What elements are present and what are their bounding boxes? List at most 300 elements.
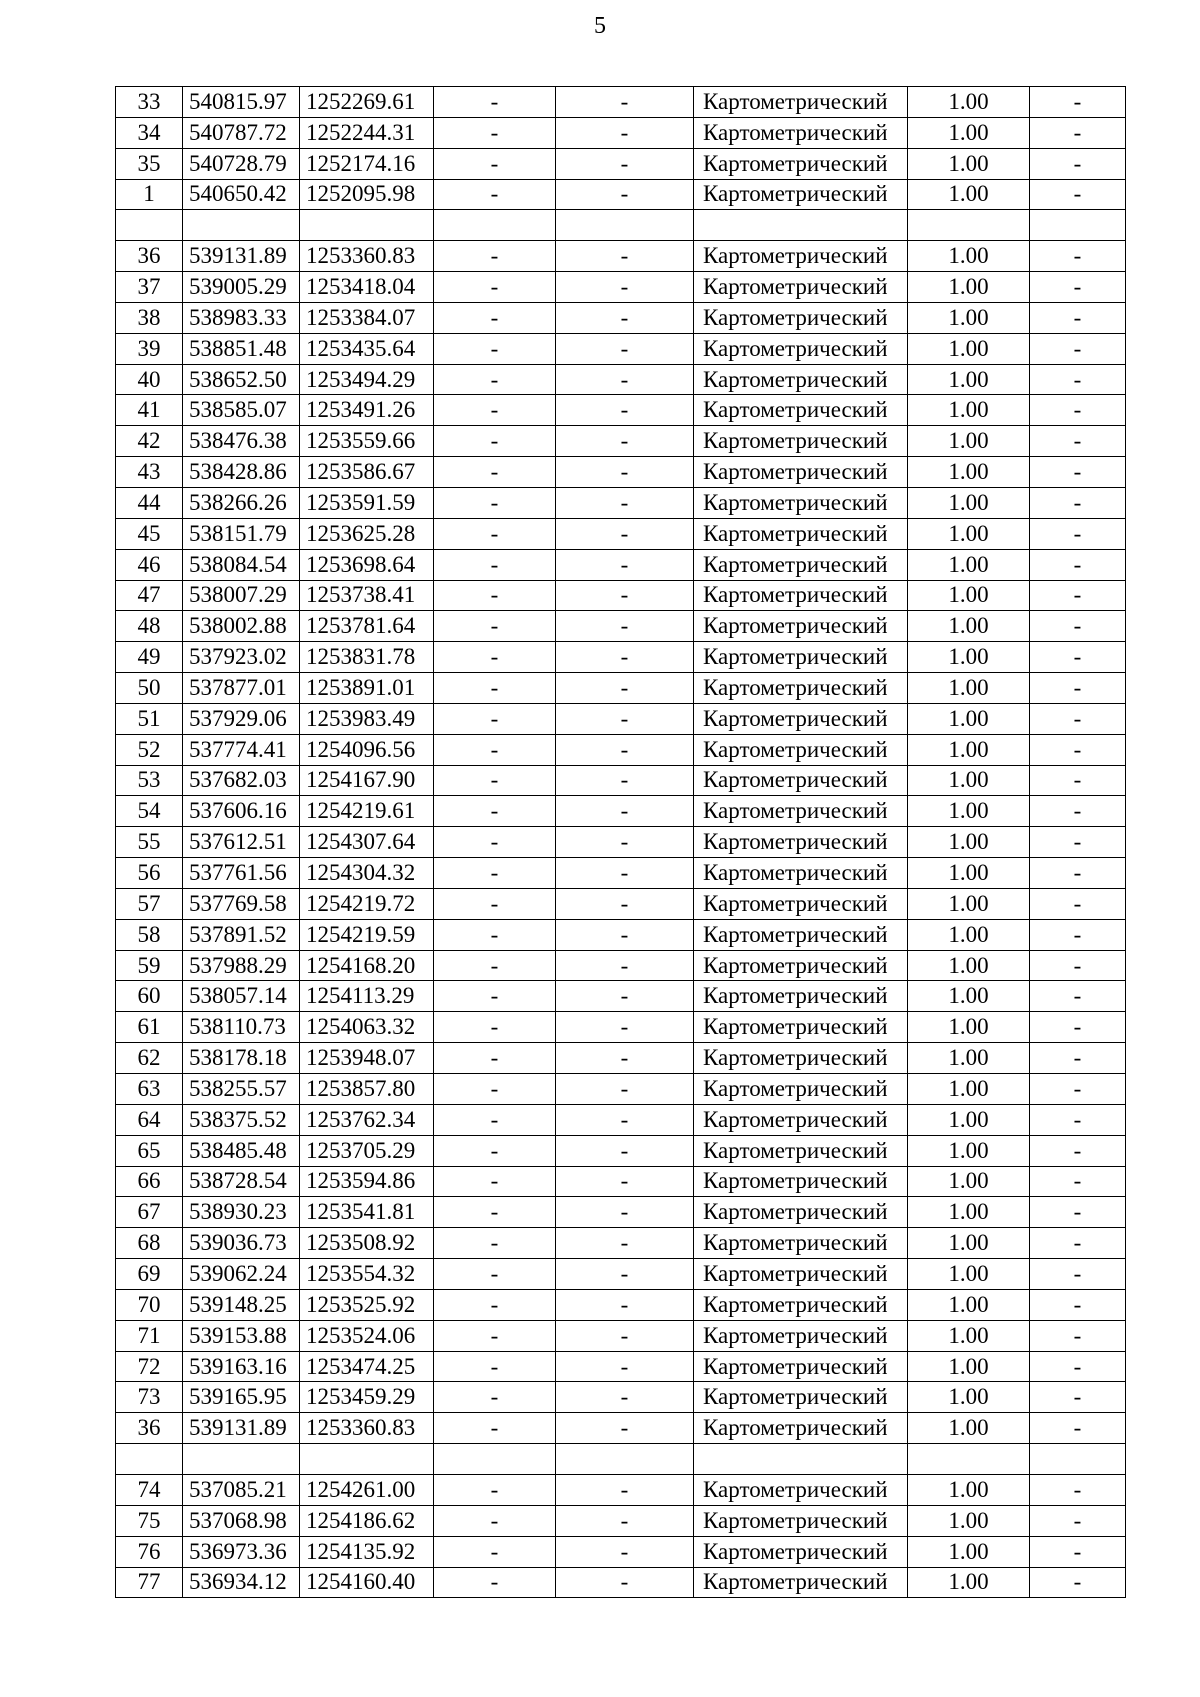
column-4-cell: - [434, 87, 556, 118]
accuracy-cell: 1.00 [908, 981, 1030, 1012]
x-coordinate-cell: 538110.73 [183, 1012, 300, 1043]
table-row [116, 87, 1126, 118]
column-8-cell: - [1030, 1413, 1126, 1444]
table-row [116, 919, 1126, 950]
table-row [116, 395, 1126, 426]
column-8-cell: - [1030, 518, 1126, 549]
column-5-cell: - [556, 1382, 694, 1413]
column-4-cell: - [434, 179, 556, 210]
point-number-cell: 46 [116, 549, 183, 580]
x-coordinate-cell: 537877.01 [183, 673, 300, 704]
method-cell: Картометрический [694, 457, 908, 488]
method-cell: Картометрический [694, 241, 908, 272]
column-8-cell: - [1030, 179, 1126, 210]
accuracy-cell: 1.00 [908, 673, 1030, 704]
y-coordinate-cell: 1254186.62 [300, 1505, 434, 1536]
x-coordinate-cell: 538151.79 [183, 518, 300, 549]
accuracy-cell: 1.00 [908, 426, 1030, 457]
table-row [116, 549, 1126, 580]
y-coordinate-cell: 1253698.64 [300, 549, 434, 580]
table-row [116, 1413, 1126, 1444]
table-row [116, 1382, 1126, 1413]
point-number-cell: 56 [116, 858, 183, 889]
column-8-cell: - [1030, 703, 1126, 734]
y-coordinate-cell: 1253625.28 [300, 518, 434, 549]
method-cell: Картометрический [694, 796, 908, 827]
point-number-cell: 40 [116, 364, 183, 395]
method-cell: Картометрический [694, 1382, 908, 1413]
method-cell: Картометрический [694, 1474, 908, 1505]
column-5-cell: - [556, 580, 694, 611]
column-5-cell: - [556, 1351, 694, 1382]
method-cell: Картометрический [694, 179, 908, 210]
accuracy-cell: 1.00 [908, 858, 1030, 889]
column-5-cell: - [556, 148, 694, 179]
column-8-cell: - [1030, 549, 1126, 580]
accuracy-cell: 1.00 [908, 642, 1030, 673]
x-coordinate-cell: 537682.03 [183, 765, 300, 796]
column-8-cell: - [1030, 1567, 1126, 1598]
point-number-cell: 66 [116, 1166, 183, 1197]
y-coordinate-cell [300, 1444, 434, 1475]
column-4-cell: - [434, 117, 556, 148]
point-number-cell: 60 [116, 981, 183, 1012]
column-8-cell [1030, 210, 1126, 241]
x-coordinate-cell: 539153.88 [183, 1320, 300, 1351]
x-coordinate-cell: 539062.24 [183, 1259, 300, 1290]
method-cell: Картометрический [694, 333, 908, 364]
x-coordinate-cell [183, 210, 300, 241]
accuracy-cell: 1.00 [908, 549, 1030, 580]
accuracy-cell: 1.00 [908, 179, 1030, 210]
x-coordinate-cell: 537606.16 [183, 796, 300, 827]
point-number-cell: 1 [116, 179, 183, 210]
column-8-cell: - [1030, 1043, 1126, 1074]
table-row [116, 981, 1126, 1012]
column-8-cell: - [1030, 1228, 1126, 1259]
column-8-cell: - [1030, 117, 1126, 148]
table-row [116, 1166, 1126, 1197]
table-row [116, 734, 1126, 765]
accuracy-cell: 1.00 [908, 1289, 1030, 1320]
table-row [116, 518, 1126, 549]
accuracy-cell [908, 1444, 1030, 1475]
table-row [116, 148, 1126, 179]
point-number-cell: 44 [116, 487, 183, 518]
column-8-cell: - [1030, 796, 1126, 827]
x-coordinate-cell: 540650.42 [183, 179, 300, 210]
method-cell: Картометрический [694, 919, 908, 950]
accuracy-cell: 1.00 [908, 611, 1030, 642]
method-cell: Картометрический [694, 611, 908, 642]
point-number-cell: 37 [116, 272, 183, 303]
accuracy-cell: 1.00 [908, 487, 1030, 518]
x-coordinate-cell: 540728.79 [183, 148, 300, 179]
method-cell: Картометрический [694, 1289, 908, 1320]
column-4-cell: - [434, 1074, 556, 1105]
point-number-cell: 69 [116, 1259, 183, 1290]
column-4-cell: - [434, 1320, 556, 1351]
column-5-cell: - [556, 1228, 694, 1259]
y-coordinate-cell: 1253525.92 [300, 1289, 434, 1320]
table-row [116, 1567, 1126, 1598]
method-cell: Картометрический [694, 1351, 908, 1382]
table-row [116, 333, 1126, 364]
y-coordinate-cell: 1253524.06 [300, 1320, 434, 1351]
column-5-cell: - [556, 333, 694, 364]
point-number-cell: 58 [116, 919, 183, 950]
table-row [116, 1289, 1126, 1320]
column-4-cell: - [434, 1382, 556, 1413]
column-8-cell: - [1030, 364, 1126, 395]
accuracy-cell: 1.00 [908, 395, 1030, 426]
point-number-cell: 72 [116, 1351, 183, 1382]
column-4-cell: - [434, 487, 556, 518]
y-coordinate-cell: 1254219.61 [300, 796, 434, 827]
column-5-cell [556, 1444, 694, 1475]
y-coordinate-cell: 1254219.72 [300, 888, 434, 919]
table-row [116, 1320, 1126, 1351]
column-8-cell [1030, 1444, 1126, 1475]
y-coordinate-cell: 1254261.00 [300, 1474, 434, 1505]
method-cell: Картометрический [694, 487, 908, 518]
column-5-cell: - [556, 1474, 694, 1505]
accuracy-cell: 1.00 [908, 796, 1030, 827]
x-coordinate-cell: 537068.98 [183, 1505, 300, 1536]
x-coordinate-cell: 538007.29 [183, 580, 300, 611]
point-number-cell: 67 [116, 1197, 183, 1228]
table-row [116, 827, 1126, 858]
column-8-cell: - [1030, 1197, 1126, 1228]
accuracy-cell: 1.00 [908, 1135, 1030, 1166]
method-cell: Картометрический [694, 1043, 908, 1074]
method-cell: Картометрический [694, 673, 908, 704]
x-coordinate-cell: 537774.41 [183, 734, 300, 765]
point-number-cell: 70 [116, 1289, 183, 1320]
method-cell: Картометрический [694, 734, 908, 765]
accuracy-cell: 1.00 [908, 1166, 1030, 1197]
column-5-cell: - [556, 765, 694, 796]
accuracy-cell: 1.00 [908, 1567, 1030, 1598]
method-cell: Картометрический [694, 703, 908, 734]
x-coordinate-cell: 536973.36 [183, 1536, 300, 1567]
accuracy-cell [908, 210, 1030, 241]
column-4-cell: - [434, 272, 556, 303]
method-cell: Картометрический [694, 302, 908, 333]
column-4-cell: - [434, 1104, 556, 1135]
point-number-cell: 54 [116, 796, 183, 827]
accuracy-cell: 1.00 [908, 765, 1030, 796]
x-coordinate-cell: 538485.48 [183, 1135, 300, 1166]
column-5-cell: - [556, 1043, 694, 1074]
column-8-cell: - [1030, 87, 1126, 118]
point-number-cell: 47 [116, 580, 183, 611]
y-coordinate-cell: 1253738.41 [300, 580, 434, 611]
column-5-cell: - [556, 241, 694, 272]
column-4-cell: - [434, 518, 556, 549]
x-coordinate-cell: 539005.29 [183, 272, 300, 303]
accuracy-cell: 1.00 [908, 734, 1030, 765]
accuracy-cell: 1.00 [908, 1197, 1030, 1228]
column-4-cell: - [434, 611, 556, 642]
x-coordinate-cell: 539131.89 [183, 241, 300, 272]
y-coordinate-cell: 1253418.04 [300, 272, 434, 303]
table-row [116, 179, 1126, 210]
accuracy-cell: 1.00 [908, 1320, 1030, 1351]
point-number-cell: 75 [116, 1505, 183, 1536]
x-coordinate-cell: 537612.51 [183, 827, 300, 858]
column-4-cell: - [434, 241, 556, 272]
table-row [116, 765, 1126, 796]
accuracy-cell: 1.00 [908, 1474, 1030, 1505]
y-coordinate-cell: 1252244.31 [300, 117, 434, 148]
coordinates-table [115, 86, 1126, 1598]
y-coordinate-cell: 1253983.49 [300, 703, 434, 734]
column-4-cell: - [434, 580, 556, 611]
y-coordinate-cell: 1254160.40 [300, 1567, 434, 1598]
point-number-cell: 43 [116, 457, 183, 488]
column-4-cell: - [434, 1197, 556, 1228]
column-8-cell: - [1030, 302, 1126, 333]
accuracy-cell: 1.00 [908, 1351, 1030, 1382]
table-row [116, 1197, 1126, 1228]
y-coordinate-cell: 1252095.98 [300, 179, 434, 210]
column-5-cell: - [556, 487, 694, 518]
method-cell: Картометрический [694, 1135, 908, 1166]
method-cell [694, 210, 908, 241]
y-coordinate-cell: 1253891.01 [300, 673, 434, 704]
y-coordinate-cell: 1253360.83 [300, 1413, 434, 1444]
y-coordinate-cell: 1254063.32 [300, 1012, 434, 1043]
column-5-cell: - [556, 1536, 694, 1567]
column-5-cell: - [556, 888, 694, 919]
column-5-cell: - [556, 518, 694, 549]
y-coordinate-cell: 1253494.29 [300, 364, 434, 395]
column-5-cell: - [556, 1104, 694, 1135]
method-cell: Картометрический [694, 765, 908, 796]
table-row [116, 580, 1126, 611]
accuracy-cell: 1.00 [908, 1074, 1030, 1105]
accuracy-cell: 1.00 [908, 148, 1030, 179]
column-4-cell: - [434, 395, 556, 426]
page-number: 5 [594, 13, 606, 39]
method-cell: Картометрический [694, 518, 908, 549]
method-cell: Картометрический [694, 272, 908, 303]
point-number-cell: 50 [116, 673, 183, 704]
column-8-cell: - [1030, 919, 1126, 950]
method-cell: Картометрический [694, 1536, 908, 1567]
column-4-cell: - [434, 1259, 556, 1290]
method-cell: Картометрический [694, 1074, 908, 1105]
table-row [116, 1012, 1126, 1043]
y-coordinate-cell: 1252174.16 [300, 148, 434, 179]
method-cell: Картометрический [694, 87, 908, 118]
column-8-cell: - [1030, 426, 1126, 457]
column-8-cell: - [1030, 487, 1126, 518]
method-cell: Картометрический [694, 1228, 908, 1259]
column-5-cell: - [556, 796, 694, 827]
method-cell: Картометрический [694, 1166, 908, 1197]
accuracy-cell: 1.00 [908, 1536, 1030, 1567]
y-coordinate-cell: 1253705.29 [300, 1135, 434, 1166]
x-coordinate-cell: 540815.97 [183, 87, 300, 118]
point-number-cell: 41 [116, 395, 183, 426]
column-5-cell: - [556, 457, 694, 488]
y-coordinate-cell: 1252269.61 [300, 87, 434, 118]
column-4-cell: - [434, 302, 556, 333]
column-8-cell: - [1030, 395, 1126, 426]
x-coordinate-cell: 538476.38 [183, 426, 300, 457]
column-4-cell: - [434, 919, 556, 950]
point-number-cell: 36 [116, 241, 183, 272]
y-coordinate-cell: 1253857.80 [300, 1074, 434, 1105]
column-8-cell: - [1030, 611, 1126, 642]
x-coordinate-cell: 538930.23 [183, 1197, 300, 1228]
accuracy-cell: 1.00 [908, 919, 1030, 950]
y-coordinate-cell: 1253508.92 [300, 1228, 434, 1259]
x-coordinate-cell [183, 1444, 300, 1475]
point-number-cell: 76 [116, 1536, 183, 1567]
x-coordinate-cell: 537769.58 [183, 888, 300, 919]
x-coordinate-cell: 538983.33 [183, 302, 300, 333]
column-5-cell: - [556, 919, 694, 950]
column-8-cell: - [1030, 888, 1126, 919]
table-row [116, 487, 1126, 518]
y-coordinate-cell [300, 210, 434, 241]
y-coordinate-cell: 1253586.67 [300, 457, 434, 488]
column-8-cell: - [1030, 241, 1126, 272]
point-number-cell: 33 [116, 87, 183, 118]
column-8-cell: - [1030, 981, 1126, 1012]
accuracy-cell: 1.00 [908, 272, 1030, 303]
column-5-cell: - [556, 950, 694, 981]
accuracy-cell: 1.00 [908, 241, 1030, 272]
column-5-cell: - [556, 426, 694, 457]
point-number-cell: 65 [116, 1135, 183, 1166]
point-number-cell: 59 [116, 950, 183, 981]
y-coordinate-cell: 1253781.64 [300, 611, 434, 642]
column-4-cell: - [434, 1043, 556, 1074]
point-number-cell: 35 [116, 148, 183, 179]
column-8-cell: - [1030, 1259, 1126, 1290]
method-cell: Картометрический [694, 1259, 908, 1290]
column-8-cell: - [1030, 1166, 1126, 1197]
method-cell: Картометрический [694, 858, 908, 889]
column-5-cell: - [556, 272, 694, 303]
column-4-cell: - [434, 642, 556, 673]
table-row [116, 457, 1126, 488]
table-row [116, 1444, 1126, 1475]
point-number-cell: 38 [116, 302, 183, 333]
column-8-cell: - [1030, 827, 1126, 858]
column-4-cell: - [434, 549, 556, 580]
column-8-cell: - [1030, 1074, 1126, 1105]
method-cell: Картометрический [694, 1197, 908, 1228]
column-4-cell: - [434, 703, 556, 734]
column-4-cell [434, 1444, 556, 1475]
column-4-cell: - [434, 1474, 556, 1505]
method-cell: Картометрический [694, 1505, 908, 1536]
column-4-cell: - [434, 364, 556, 395]
x-coordinate-cell: 538084.54 [183, 549, 300, 580]
table-row [116, 642, 1126, 673]
y-coordinate-cell: 1253541.81 [300, 1197, 434, 1228]
column-5-cell: - [556, 858, 694, 889]
column-8-cell: - [1030, 1289, 1126, 1320]
x-coordinate-cell: 537923.02 [183, 642, 300, 673]
column-4-cell: - [434, 1166, 556, 1197]
y-coordinate-cell: 1254307.64 [300, 827, 434, 858]
accuracy-cell: 1.00 [908, 1413, 1030, 1444]
column-4-cell: - [434, 1012, 556, 1043]
column-5-cell [556, 210, 694, 241]
accuracy-cell: 1.00 [908, 1228, 1030, 1259]
column-8-cell: - [1030, 457, 1126, 488]
column-4-cell [434, 210, 556, 241]
point-number-cell [116, 210, 183, 241]
y-coordinate-cell: 1254167.90 [300, 765, 434, 796]
column-5-cell: - [556, 1012, 694, 1043]
x-coordinate-cell: 537761.56 [183, 858, 300, 889]
point-number-cell: 63 [116, 1074, 183, 1105]
point-number-cell: 68 [116, 1228, 183, 1259]
accuracy-cell: 1.00 [908, 457, 1030, 488]
point-number-cell: 36 [116, 1413, 183, 1444]
column-5-cell: - [556, 734, 694, 765]
column-5-cell: - [556, 364, 694, 395]
column-8-cell: - [1030, 1320, 1126, 1351]
column-4-cell: - [434, 765, 556, 796]
accuracy-cell: 1.00 [908, 888, 1030, 919]
column-8-cell: - [1030, 1474, 1126, 1505]
point-number-cell: 71 [116, 1320, 183, 1351]
y-coordinate-cell: 1253948.07 [300, 1043, 434, 1074]
column-5-cell: - [556, 1413, 694, 1444]
column-8-cell: - [1030, 1012, 1126, 1043]
column-5-cell: - [556, 117, 694, 148]
point-number-cell: 74 [116, 1474, 183, 1505]
column-4-cell: - [434, 1567, 556, 1598]
table-row [116, 302, 1126, 333]
table-row [116, 1259, 1126, 1290]
point-number-cell: 39 [116, 333, 183, 364]
accuracy-cell: 1.00 [908, 518, 1030, 549]
point-number-cell: 48 [116, 611, 183, 642]
column-4-cell: - [434, 734, 556, 765]
method-cell: Картометрический [694, 1567, 908, 1598]
x-coordinate-cell: 538428.86 [183, 457, 300, 488]
column-4-cell: - [434, 333, 556, 364]
point-number-cell: 49 [116, 642, 183, 673]
y-coordinate-cell: 1254096.56 [300, 734, 434, 765]
column-4-cell: - [434, 1289, 556, 1320]
column-8-cell: - [1030, 272, 1126, 303]
x-coordinate-cell: 538851.48 [183, 333, 300, 364]
column-8-cell: - [1030, 642, 1126, 673]
point-number-cell [116, 1444, 183, 1475]
column-5-cell: - [556, 673, 694, 704]
table-row [116, 1474, 1126, 1505]
point-number-cell: 55 [116, 827, 183, 858]
column-8-cell: - [1030, 1382, 1126, 1413]
accuracy-cell: 1.00 [908, 827, 1030, 858]
y-coordinate-cell: 1253435.64 [300, 333, 434, 364]
x-coordinate-cell: 538728.54 [183, 1166, 300, 1197]
column-5-cell: - [556, 1166, 694, 1197]
table-row [116, 241, 1126, 272]
x-coordinate-cell: 536934.12 [183, 1567, 300, 1598]
table-row [116, 796, 1126, 827]
